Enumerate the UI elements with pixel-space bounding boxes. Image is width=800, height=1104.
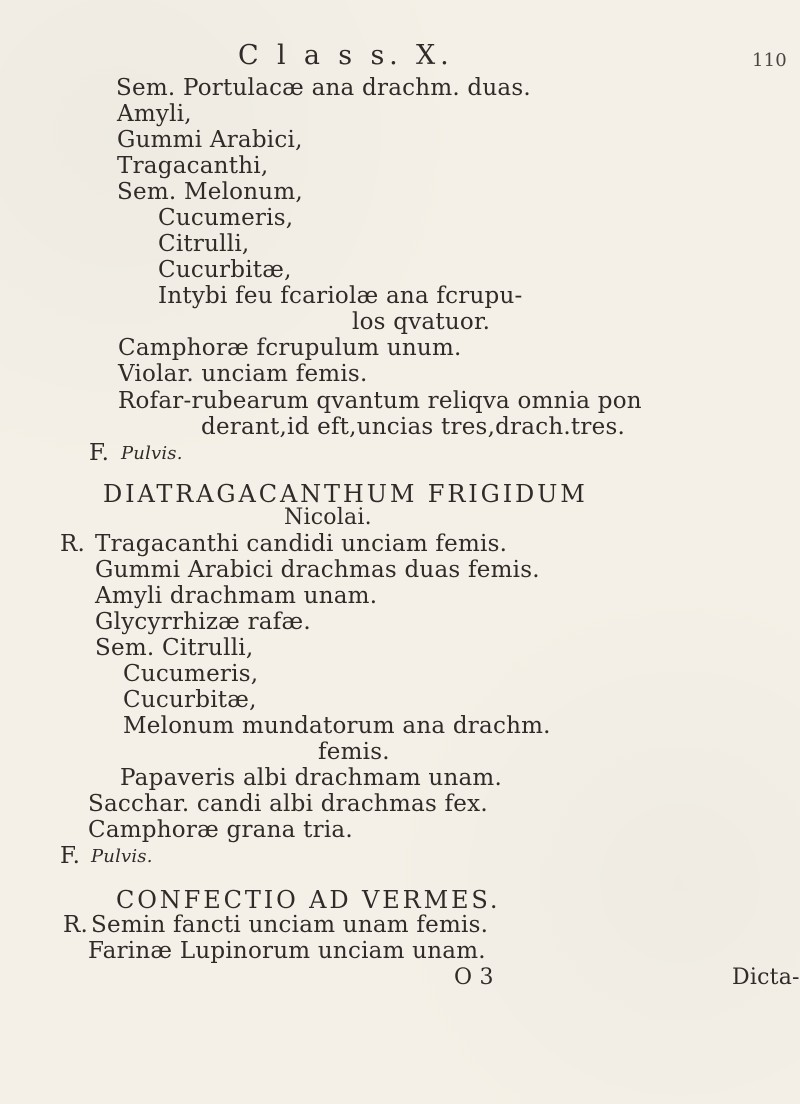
page-number: 110 [752, 50, 787, 71]
text-line: Intybi feu fcariolæ ana fcrupu- [158, 283, 523, 309]
page-header: C l a s s. X. [238, 40, 454, 71]
text-line: Semin fancti unciam unam femis. [91, 912, 489, 938]
catchword: Dicta- [732, 965, 800, 990]
text-line: Citrulli, [158, 231, 250, 257]
text-line: Violar. unciam femis. [118, 361, 368, 387]
text-line: Sem. Melonum, [117, 179, 303, 205]
text-line: Melonum mundatorum ana drachm. [123, 713, 551, 739]
text-line: Sacchar. candi albi drachmas fex. [88, 791, 488, 817]
text-line: Glycyrrhizæ rafæ. [95, 609, 311, 635]
text-line: Gummi Arabici, [117, 127, 303, 153]
text-line: Tragacanthi candidi unciam femis. [95, 531, 508, 557]
section-title: CONFECTIO AD VERMES. [116, 886, 501, 914]
recipe-marker: F. [60, 843, 81, 869]
text-line: Tragacanthi, [117, 153, 269, 179]
recipe-marker: R. [63, 912, 89, 938]
section-subtitle: Nicolai. [284, 505, 372, 530]
text-line: femis. [318, 739, 390, 765]
text-line: Cucumeris, [158, 205, 294, 231]
text-line: Sem. Citrulli, [95, 635, 254, 661]
text-line: Farinæ Lupinorum unciam unam. [88, 938, 486, 964]
recipe-label: Pulvis. [121, 443, 183, 464]
text-line: Cucurbitæ, [123, 687, 257, 713]
text-line: Amyli, [117, 101, 192, 127]
text-line: Rofar-rubearum qvantum reliqva omnia pon [118, 388, 642, 414]
recipe-marker: F. [89, 440, 110, 466]
recipe-marker: R. [60, 531, 86, 557]
text-line: Camphoræ fcrupulum unum. [118, 335, 462, 361]
text-line: Papaveris albi drachmam unam. [120, 765, 503, 791]
text-line: Sem. Portulacæ ana drachm. duas. [116, 75, 531, 101]
text-line: Camphoræ grana tria. [88, 817, 353, 843]
recipe-label: Pulvis. [91, 846, 153, 867]
text-line: Cucumeris, [123, 661, 259, 687]
text-line: Cucurbitæ, [158, 257, 292, 283]
text-line: los qvatuor. [352, 309, 491, 335]
text-line: Amyli drachmam unam. [95, 583, 378, 609]
text-line: Gummi Arabici drachmas duas femis. [95, 557, 540, 583]
signature-mark: O 3 [454, 965, 494, 990]
section-title: DIATRAGACANTHUM FRIGIDUM [103, 480, 588, 508]
text-line: derant,id eft,uncias tres,drach.tres. [201, 414, 626, 440]
